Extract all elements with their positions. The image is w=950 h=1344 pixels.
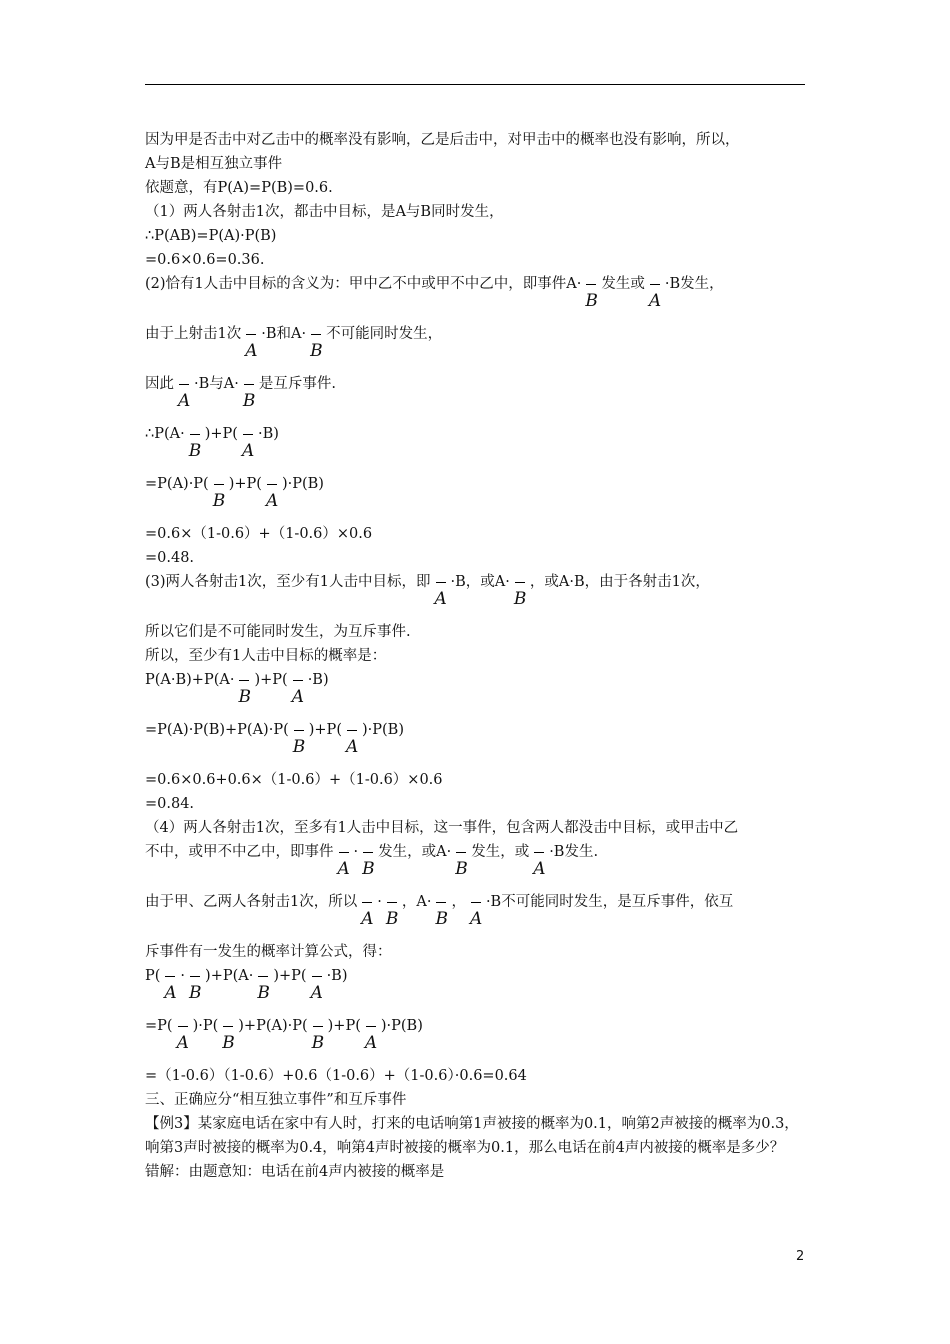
text-line: （4）两人各射击1次，至多有1人击中目标，这一事件，包含两人都没击中目标，或甲击中乙 [145, 820, 739, 836]
complement-letter: B [311, 1033, 325, 1053]
complement-letter: A [648, 291, 662, 311]
complement-letter: B [242, 391, 256, 411]
complement-letter: A [337, 859, 350, 879]
complement-symbol [334, 840, 354, 879]
formula-line [145, 890, 810, 940]
text-segment: ·B与A· [194, 376, 239, 392]
text-line: =（1-0.6）（1-0.6）+0.6（1-0.6）+（1-0.6）·0.6=0.64 [145, 1068, 527, 1084]
text-line: =0.48. [145, 550, 195, 566]
text-segment: )+P( [254, 672, 288, 688]
text-segment: =P( [145, 1018, 173, 1034]
text-segment: ，A· [401, 894, 432, 910]
complement-symbol [357, 890, 377, 929]
text-segment: ， [451, 894, 466, 910]
complement-symbol [431, 570, 451, 609]
text-segment: P( [145, 968, 161, 984]
text-segment: 不可能同时发生， [326, 326, 443, 342]
text-segment: )+P( [204, 426, 238, 442]
text-line: 斥事件有一发生的概率计算公式，得： [145, 944, 392, 960]
complement-letter: B [212, 491, 226, 511]
complement-letter: B [435, 909, 448, 929]
text-line: 所以它们是不可能同时发生，为互斥事件. [145, 624, 411, 640]
text-segment: 不中，或甲不中乙中，即事件 [145, 844, 334, 860]
complement-letter: B [513, 589, 527, 609]
formula-line [145, 668, 810, 718]
complement-symbol [160, 964, 180, 1003]
text-segment: 由于上射击1次 [145, 326, 242, 342]
complement-letter: B [585, 291, 598, 311]
text-segment: )·P( [192, 1018, 219, 1034]
formula-line [145, 372, 810, 422]
complement-symbol [253, 964, 273, 1003]
complement-symbol [209, 472, 229, 511]
complement-symbol [382, 890, 402, 929]
formula-line [145, 422, 810, 472]
text-segment: )·P(B) [361, 722, 404, 738]
text-segment: ·B，或A· [450, 574, 510, 590]
text-segment: ·B) [307, 672, 329, 688]
text-line: 所以，至少有1人击中目标的概率是： [145, 648, 387, 664]
complement-letter: A [533, 859, 546, 879]
text-segment: 由于甲、乙两人各射击1次，所以 [145, 894, 358, 910]
text-line: 因为甲是否击中对乙击中的概率没有影响，乙是后击中，对甲击中的概率也没有影响，所以， [145, 132, 740, 148]
complement-letter: A [434, 589, 447, 609]
complement-letter: A [291, 687, 304, 707]
complement-letter: A [245, 341, 258, 361]
complement-symbol [358, 840, 378, 879]
text-segment: ，或A·B，由于各射击1次， [529, 574, 710, 590]
text-segment: 因此 [145, 376, 174, 392]
page-number: 2 [796, 1249, 805, 1264]
complement-symbol [529, 840, 549, 879]
complement-letter: A [310, 983, 323, 1003]
formula-line [145, 1014, 810, 1064]
text-line: =0.84. [145, 796, 195, 812]
text-segment: 是互斥事件. [258, 376, 336, 392]
complement-symbol [238, 422, 258, 461]
complement-symbol [241, 322, 261, 361]
complement-symbol [342, 718, 362, 757]
formula-line [145, 570, 810, 620]
complement-letter: A [178, 391, 191, 411]
text-segment: (2)恰有1人击中目标的含义为：甲中乙不中或甲不中乙中，即事件A· [145, 276, 582, 292]
complement-symbol [239, 372, 259, 411]
complement-symbol [466, 890, 486, 929]
text-segment: ·B和A· [261, 326, 307, 342]
text-segment: 发生，或 [471, 844, 530, 860]
text-segment: )+P(A· [205, 968, 254, 984]
complement-letter: B [189, 983, 202, 1003]
complement-letter: B [292, 737, 306, 757]
complement-letter: B [257, 983, 270, 1003]
text-segment: =P(A)·P(B)+P(A)·P( [145, 722, 289, 738]
complement-letter: B [310, 341, 323, 361]
complement-letter: B [455, 859, 468, 879]
header-rule [145, 84, 805, 85]
text-segment: )+P(A)·P( [238, 1018, 308, 1034]
text-segment: )+P( [228, 476, 262, 492]
text-segment: ·B) [326, 968, 348, 984]
text-segment: =P(A)·P( [145, 476, 209, 492]
complement-letter: A [345, 737, 359, 757]
complement-letter: A [361, 909, 374, 929]
complement-symbol [308, 1014, 328, 1053]
text-segment: 发生或 [601, 276, 645, 292]
complement-symbol [307, 964, 327, 1003]
text-segment: (3)两人各射击1次，至少有1人击中目标，即 [145, 574, 431, 590]
formula-line [145, 472, 810, 522]
text-segment: )+P( [273, 968, 307, 984]
complement-letter: A [469, 909, 483, 929]
text-segment: ·B) [257, 426, 279, 442]
formula-line [145, 272, 810, 322]
document-body [145, 128, 810, 1184]
complement-letter: A [364, 1033, 378, 1053]
complement-letter: A [164, 983, 177, 1003]
text-line: （1）两人各射击1次，都击中目标，是A与B同时发生， [145, 204, 504, 220]
text-segment: · [377, 894, 382, 910]
text-segment: · [353, 844, 359, 860]
text-line: =0.6×0.6+0.6×（1-0.6）+（1-0.6）×0.6 [145, 772, 443, 788]
complement-symbol [645, 272, 665, 311]
complement-letter: A [265, 491, 279, 511]
complement-symbol [361, 1014, 381, 1053]
complement-symbol [174, 372, 194, 411]
complement-symbol [581, 272, 601, 311]
complement-symbol [510, 570, 530, 609]
text-segment: · [180, 968, 186, 984]
complement-symbol [185, 422, 205, 461]
complement-letter: B [222, 1033, 235, 1053]
complement-letter: B [385, 909, 399, 929]
example-paragraph: 【例3】某家庭电话在家中有人时，打来的电话响第1声被接的概率为0.1，响第2声被接的概率为0.3，响第3声时被接的概率为0.4，响第4声时被接的概率为0.1，那么电话在前4声内被接的概率是多少？ [145, 1116, 799, 1156]
formula-line [145, 840, 810, 890]
complement-symbol [288, 668, 308, 707]
text-line: 错解：由题意知：电话在前4声内被接的概率是 [145, 1164, 445, 1180]
text-segment: ·B发生， [664, 276, 724, 292]
text-segment: )·P(B) [380, 1018, 423, 1034]
complement-symbol [306, 322, 326, 361]
text-segment: )+P( [327, 1018, 361, 1034]
complement-symbol [451, 840, 471, 879]
text-line: A与B是相互独立事件 [145, 156, 283, 172]
text-line: 依题意，有P(A)=P(B)=0.6. [145, 180, 333, 196]
text-line: =0.6×0.6=0.36. [145, 252, 265, 268]
formula-line [145, 718, 810, 768]
formula-line [145, 964, 810, 1014]
complement-letter: A [241, 441, 255, 461]
text-segment: P(A·B)+P(A· [145, 672, 235, 688]
text-line: ∴P(AB)=P(A)·P(B) [145, 228, 277, 244]
complement-symbol [218, 1014, 238, 1053]
complement-letter: B [238, 687, 251, 707]
complement-symbol [289, 718, 309, 757]
formula-line [145, 322, 810, 372]
complement-symbol [431, 890, 451, 929]
complement-symbol [262, 472, 282, 511]
text-segment: ·B不可能同时发生，是互斥事件，依互 [485, 894, 734, 910]
complement-letter: B [362, 859, 375, 879]
section-heading: 三、正确应分“相互独立事件”和互斥事件 [145, 1092, 407, 1108]
text-segment: ∴P(A· [145, 426, 185, 442]
complement-symbol [234, 668, 254, 707]
text-segment: ·B发生. [549, 844, 599, 860]
complement-letter: A [176, 1033, 189, 1053]
text-line: =0.6×（1-0.6）+（1-0.6）×0.6 [145, 526, 373, 542]
complement-letter: B [188, 441, 202, 461]
text-segment: 发生，或A· [378, 844, 452, 860]
complement-symbol [185, 964, 205, 1003]
text-segment: )·P(B) [281, 476, 324, 492]
complement-symbol [173, 1014, 193, 1053]
text-segment: )+P( [308, 722, 342, 738]
